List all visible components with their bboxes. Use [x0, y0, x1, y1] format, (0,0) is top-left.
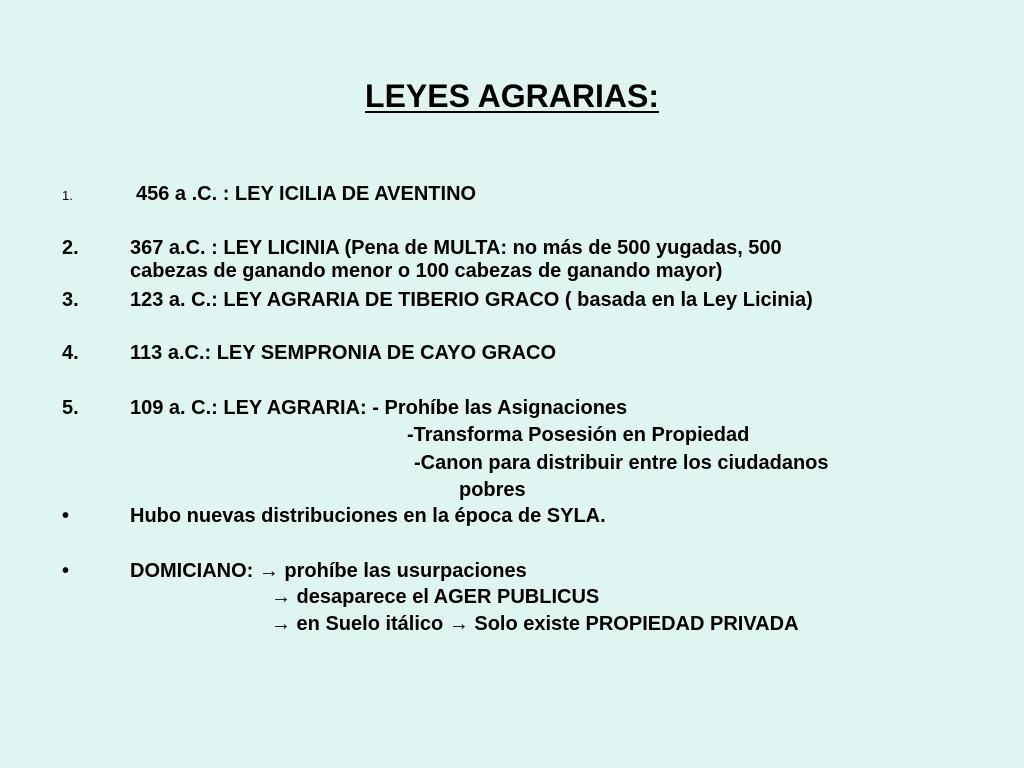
bullet-item-1: Hubo nuevas distribuciones en la época de SYLA.: [130, 505, 606, 527]
bullet-item-2-line-2: → desaparece el AGER PUBLICUS: [271, 586, 600, 608]
bullet-item-2-line-3: → en Suelo itálico → Solo existe PROPIEDAD PRIVADA: [271, 613, 799, 635]
list-marker-5: 5.: [62, 397, 79, 419]
list-item-5-line-2: -Transforma Posesión en Propiedad: [407, 424, 750, 446]
list-marker-3: 3.: [62, 289, 79, 311]
list-item-5-line-4: pobres: [459, 479, 526, 501]
list-marker-4: 4.: [62, 342, 79, 364]
list-item-5-line-1: 109 a. C.: LEY AGRARIA: - Prohíbe las Asignaciones: [130, 397, 628, 419]
list-marker-1: 1.: [62, 188, 73, 203]
slide-title: LEYES AGRARIAS:: [365, 78, 659, 114]
list-item-5-line-3: -Canon para distribuir entre los ciudadanos: [414, 452, 829, 474]
list-item-3: 123 a. C.: LEY AGRARIA DE TIBERIO GRACO ( basada en la Ley Licinia): [130, 289, 813, 311]
list-item-4: 113 a.C.: LEY SEMPRONIA DE CAYO GRACO: [130, 342, 557, 364]
list-item-2-line-1: 367 a.C. : LEY LICINIA (Pena de MULTA: no más de 500 yugadas, 500: [130, 237, 782, 259]
bullet-item-2-line-1: DOMICIANO: → prohíbe las usurpaciones: [130, 560, 527, 582]
bullet-marker-1: •: [62, 505, 70, 527]
list-marker-2: 2.: [62, 237, 79, 259]
bullet-marker-2: •: [62, 560, 70, 582]
list-item-1: 456 a .C. : LEY ICILIA DE AVENTINO: [136, 183, 477, 205]
list-item-2-line-2: cabezas de ganando menor o 100 cabezas de ganando mayor): [130, 260, 723, 282]
